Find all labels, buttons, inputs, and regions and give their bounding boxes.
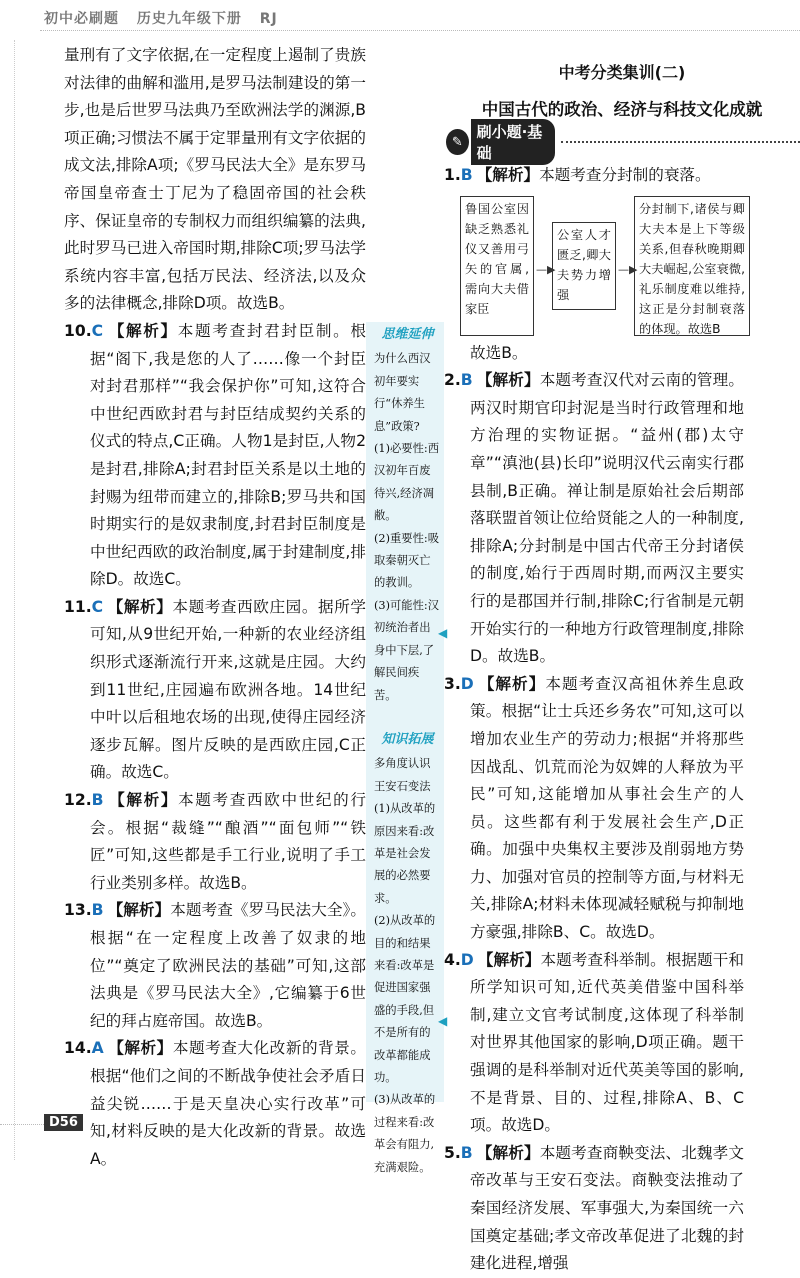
sidebar-question: 多角度认识王安石变法: [374, 757, 431, 793]
flow-arrow-icon: —▶: [618, 262, 638, 276]
item-number: 14.: [64, 1039, 92, 1058]
item-number: 12.: [64, 791, 92, 810]
analysis-tag: 【解析】: [107, 791, 179, 810]
answer-item-3: [444, 671, 744, 947]
answer-item-11: [64, 594, 366, 787]
flow-box-cause: 鲁国公室因缺乏熟悉礼仪又善用弓矢的官属,需向大夫借家臣: [460, 196, 534, 336]
analysis-tag: 【解析】: [477, 674, 546, 693]
section-title: 中考分类集训(二): [558, 63, 686, 82]
item-number: 10.: [64, 321, 92, 340]
analysis-tag: 【解析】: [107, 321, 178, 340]
item-answer: B: [460, 1143, 473, 1162]
item-number: 11.: [64, 597, 92, 616]
book-edition: RJ: [259, 11, 278, 27]
item-answer: B: [460, 166, 473, 184]
item-answer: C: [91, 321, 104, 340]
answer-item-4: [444, 947, 744, 1140]
item-answer: B: [460, 371, 473, 390]
sidebar-point: (3)从改革的过程来看:改革会有阻力,充满艰险。: [374, 1093, 436, 1174]
analysis-tag: 【解析】: [476, 371, 540, 390]
item-answer: D: [460, 950, 474, 969]
item-explanation: 本题考查西欧中世纪的行会。根据“裁缝”“酿酒”“面包师”“铁匠”可知,这些都是手工行业,说明了手工行业类别多样。故选B。: [90, 791, 366, 892]
book-subject: 历史九年级下册: [136, 11, 242, 27]
item-number: 13.: [64, 901, 92, 920]
item-answer: B: [91, 901, 104, 920]
flow-arrow-icon: —▶: [536, 262, 556, 276]
analysis-tag: 【解析】: [107, 901, 171, 920]
reasoning-flowchart: [444, 194, 744, 338]
sidebar-heading: 知识拓展: [381, 731, 434, 747]
answer-item-5: [444, 1140, 744, 1278]
sidebar-point: (1)必要性:西汉初年百废待兴,经济凋敝。: [374, 442, 439, 523]
answer-item-10: [64, 318, 366, 594]
item-answer: B: [91, 791, 104, 810]
right-column: [444, 162, 744, 1278]
sidebar-point: (2)从改革的目的和结果来看:改革是促进国家强盛的手段,但不是所有的改革都能成功。: [374, 914, 436, 1084]
practice-badge: [446, 123, 800, 162]
knowledge-expansion-box: [366, 729, 444, 1179]
analysis-tag: 【解析】: [477, 950, 541, 969]
item-number: 4.: [444, 950, 461, 969]
sidebar-notes: [366, 322, 444, 1174]
analysis-tag: 【解析】: [476, 1143, 540, 1162]
item-number: 1.: [444, 166, 461, 184]
answer-item-2: [444, 367, 744, 671]
item-explanation: 本题考查汉高祖休养生息政策。根据“让士兵还乡务农”可知,这可以增加农业生产的劳动力;根据“并将那些因战乱、饥荒而沦为奴婢的人释放为平民”可知,这能增加从事社会生产的人员。这些都有利于发展社会生产,D正确。加强中央集权主要涉及削弱地方势力、加强对官员的控制等方面,与材料无关,排除A;材料未体现减轻赋税与抑制地方豪强,排除B、C。故选D。: [470, 674, 744, 942]
header-divider: [40, 30, 800, 31]
badge-dotted-line: [561, 141, 800, 143]
item-answer: D: [460, 674, 474, 693]
item-number: 5.: [444, 1143, 461, 1162]
sidebar-heading: 思维延伸: [381, 327, 434, 342]
item-explanation: 本题考查科举制。根据题干和所学知识可知,近代英美借鉴中国科举制,建立文官考试制度,这体现了科举制对世界其他国家的影响,D项正确。题干强调的是科举制对近代英美等国的影响,不是背景、目的、过程,排除A、B、C项。故选D。: [470, 950, 744, 1135]
pointer-arrow-icon: ◀: [438, 626, 448, 640]
left-column: [64, 42, 366, 1173]
item-explanation: 本题考查汉代对云南的管理。两汉时期官印封泥是当时行政管理和地方治理的实物证据。“益州(郡)太守章”“滇池(县)长印”说明汉代云南实行郡县制,B正确。禅让制是原始社会后期部落联盟首领让位给贤能之人的一种制度,排除A;分封制是中国古代帝王分封诸侯的制度,始行于西周时期,而两汉主要实行的是郡国并行制,排除C;行省制是元朝开始实行的一种地方行政管理制度,排除D。故选B。: [470, 371, 744, 666]
answer-item-14: [64, 1035, 366, 1173]
page-number: D56: [44, 1114, 83, 1131]
section-subtitle: 中国古代的政治、经济与科技文化成就: [481, 100, 763, 119]
pointer-arrow-icon: ◀: [438, 1014, 448, 1028]
sidebar-point: (1)从改革的原因来看:改革是社会发展的必然要求。: [374, 802, 436, 905]
analysis-tag: 【解析】: [107, 597, 173, 616]
running-header: [44, 8, 290, 28]
item-number: 2.: [444, 371, 461, 390]
answer-item-13: [64, 897, 366, 1035]
book-series: 初中必刷题: [44, 11, 119, 27]
thinking-extension-box: [366, 324, 444, 707]
item-explanation: 本题考查西欧庄园。据所学可知,从9世纪开始,一种新的农业经济组织形式逐渐流行开来,这就是庄园。大约到11世纪,庄园遍布欧洲各地。14世纪中叶以后租地农场的出现,使得庄园经济逐步瓦解。图片反映的是西欧庄园,C正确。故选C。: [90, 597, 366, 782]
footer-divider: [0, 1124, 44, 1125]
brush-icon: ✎: [446, 129, 469, 155]
item-number: 3.: [444, 674, 461, 693]
item-explanation: 本题考查分封制的衰落。: [539, 166, 711, 184]
analysis-tag: 【解析】: [107, 1039, 173, 1058]
item-1-conclusion: 故选B。: [470, 343, 528, 362]
sidebar-question: 为什么西汉初年要实行“休养生息”政策?: [374, 352, 431, 433]
continuation-text: 量刑有了文字依据,在一定程度上遏制了贵族对法律的曲解和滥用,是罗马法制建设的第一步,也是后世罗马法典乃至欧洲法学的渊源,B项正确;习惯法不属于定罪量刑有文字依据的成文法,排除A项;《罗马民法大全》是东罗马帝国皇帝查士丁尼为了稳固帝国的社会秩序、保证皇帝的专制权力而组织编纂的法典,此时罗马已进入帝国时期,排除C项;罗马法学系统内容丰富,包括万民法、经济法,以及众多的法律概念,排除D项。故选B。: [64, 46, 366, 313]
sidebar-point: (2)重要性:吸取秦朝灭亡的教训。: [374, 531, 439, 590]
flow-box-conclusion: 分封制下,诸侯与卿大夫本是上下等级关系,但春秋晚期卿大夫崛起,公室衰微,礼乐制度难以维持,这正是分封制衰落的体现。故选B: [634, 196, 750, 336]
item-explanation: 本题考查《罗马民法大全》。根据“在一定程度上改善了奴隶的地位”“奠定了欧洲民法的基础”可知,这部法典是《罗马民法大全》,它编纂于6世纪的拜占庭帝国。故选B。: [90, 901, 366, 1030]
badge-label: 刷小题·基础: [471, 119, 555, 165]
item-explanation: 本题考查商鞅变法、北魏孝文帝改革与王安石变法。商鞅变法推动了秦国经济发展、军事强大,为秦国统一六国奠定基础;孝文帝改革促进了北魏的封建化进程,增强: [470, 1143, 744, 1273]
flow-box-result: 公室人才匮乏,卿大夫势力增强: [552, 222, 616, 310]
answer-item-1: [444, 162, 744, 190]
margin-rule: [14, 40, 15, 1160]
item-answer: C: [91, 597, 104, 616]
answer-item-12: [64, 787, 366, 897]
item-answer: A: [91, 1039, 104, 1058]
item-explanation: 本题考查封君封臣制。根据“阁下,我是您的人了……像一个封臣对封君那样”“我会保护你”可知,这符合中世纪西欧封君与封臣结成契约关系的仪式的特点,C正确。人物1是封臣,人物2是封君,排除A;封君封臣关系是以土地的封赐为纽带而建立的,排除B;罗马共和国时期实行的是奴隶制度,封君封臣制度是中世纪西欧的政治制度,属于封建制度,排除D。故选C。: [90, 321, 366, 589]
analysis-tag: 【解析】: [476, 166, 540, 184]
sidebar-point: (3)可能性:汉初统治者出身中下层,了解民间疾苦。: [374, 598, 439, 702]
item-explanation: 本题考查大化改新的背景。根据“他们之间的不断战争使社会矛盾日益尖锐……于是天皇决心实行改革”可知,材料反映的是大化改新的背景。故选A。: [90, 1039, 366, 1168]
